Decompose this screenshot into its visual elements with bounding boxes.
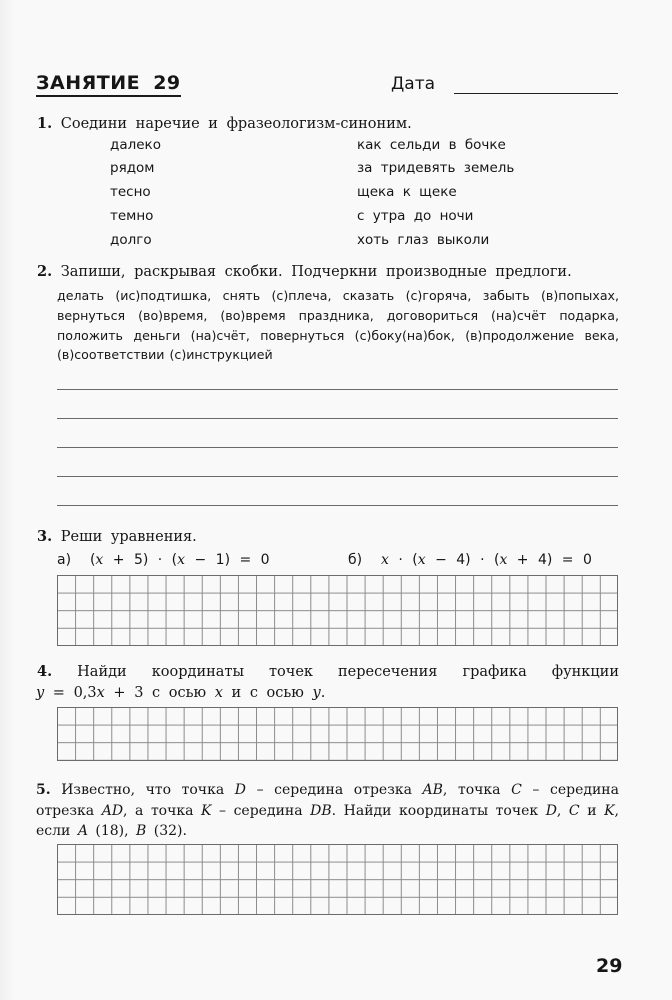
equation-b-label: б) xyxy=(348,552,363,568)
eq-part: ( xyxy=(89,552,96,568)
task1-number: 1. xyxy=(37,115,53,132)
eq-var: x xyxy=(95,552,104,568)
var: D xyxy=(234,782,246,798)
task2-text: делать (ис)подтишка, снять (с)плеча, сказать (с)горяча, забыть (в)попыхах, вернуться (во)время, (во)время праздника, договориться (на)счёт подарка, положить деньги (на)счёт, повернуться (с)боку(на)бок, (в)продолжение века, (в)соответствии (с)инструкцией xyxy=(57,288,619,363)
eq-part: + 5) · ( xyxy=(103,552,178,568)
eq-part: − 1) = 0 xyxy=(185,552,270,568)
task1-heading xyxy=(37,114,412,134)
task3-heading xyxy=(37,527,197,547)
var: A xyxy=(77,823,88,839)
var: B xyxy=(136,823,147,839)
text: . Найди координаты точек xyxy=(331,802,546,819)
text: (18), xyxy=(87,823,137,839)
idiom-item[interactable]: как сельди в бочке xyxy=(357,137,506,153)
text: и xyxy=(579,802,605,819)
text: . xyxy=(320,685,326,701)
date-field[interactable] xyxy=(454,93,618,94)
eq-var: x xyxy=(381,552,389,568)
task4-heading xyxy=(37,662,619,682)
answer-line[interactable] xyxy=(57,447,618,448)
date-label: Дата xyxy=(391,74,436,94)
task1-instruction: Соедини наречие и фразеологизм-синоним. xyxy=(60,116,412,132)
adverb-item[interactable]: долго xyxy=(110,232,152,248)
eq-part: · ( xyxy=(388,552,418,568)
text: , если xyxy=(36,802,619,839)
answer-line[interactable] xyxy=(57,389,618,390)
var: AB xyxy=(422,782,443,798)
task5-text xyxy=(36,780,619,842)
task2-number: 2. xyxy=(37,263,53,280)
text: Известно, что точка xyxy=(61,782,235,798)
var: y xyxy=(36,685,45,701)
adverb-item[interactable]: темно xyxy=(110,208,154,224)
var: DB xyxy=(310,802,332,819)
page-edge-shadow xyxy=(0,0,14,1000)
text: – середина отрезка xyxy=(246,782,423,798)
page-number: 29 xyxy=(596,955,623,977)
task4-number: 4. xyxy=(37,663,53,680)
answer-line[interactable] xyxy=(57,418,618,419)
equation-b xyxy=(348,550,592,570)
answer-line[interactable] xyxy=(57,476,618,477)
var: C xyxy=(511,782,522,798)
task3-answer-grid[interactable] xyxy=(57,575,618,646)
text: и с осью xyxy=(222,685,313,701)
task3-instruction: Реши уравнения. xyxy=(60,529,197,545)
var: K xyxy=(604,802,615,819)
text: = 0,3 xyxy=(44,685,97,701)
task4-function xyxy=(36,683,325,703)
var: x xyxy=(214,685,223,701)
idiom-item[interactable]: хоть глаз выколи xyxy=(357,232,490,248)
eq-var: x xyxy=(499,552,508,568)
text: (32). xyxy=(146,823,187,839)
idiom-item[interactable]: с утра до ночи xyxy=(357,208,474,224)
task4-answer-grid[interactable] xyxy=(57,707,618,761)
var: D xyxy=(545,802,557,819)
lesson-title: ЗАНЯТИЕ 29 xyxy=(36,72,181,97)
text: , точка xyxy=(442,782,512,798)
task2-heading xyxy=(37,262,572,282)
var: K xyxy=(201,802,212,819)
answer-line[interactable] xyxy=(57,505,618,506)
eq-part: − 4) · ( xyxy=(425,552,500,568)
var: AD xyxy=(101,802,124,819)
var: C xyxy=(568,802,580,819)
idiom-item[interactable]: щека к щеке xyxy=(357,184,457,200)
eq-part: + 4) = 0 xyxy=(507,552,592,568)
adverb-item[interactable]: рядом xyxy=(110,160,155,176)
eq-var: x xyxy=(417,552,426,568)
equation-a xyxy=(57,550,270,570)
adverb-item[interactable]: тесно xyxy=(110,184,151,200)
task5-number: 5. xyxy=(36,782,51,798)
idiom-item[interactable]: за тридевять земель xyxy=(357,160,515,176)
equation-a-label: а) xyxy=(57,552,72,568)
text: , xyxy=(556,802,569,819)
text: – середина xyxy=(211,802,311,819)
var: x xyxy=(96,685,105,701)
eq-var: x xyxy=(177,552,186,568)
text: + 3 с осью xyxy=(104,685,215,701)
var: y xyxy=(312,685,321,701)
text: , а точка xyxy=(123,802,202,819)
task4-line1: Найди координаты точек пересечения графика функции xyxy=(77,664,619,680)
task5-answer-grid[interactable] xyxy=(57,844,618,915)
task3-number: 3. xyxy=(37,528,53,545)
task2-instruction: Запиши, раскрывая скобки. Подчеркни производные предлоги. xyxy=(60,264,572,280)
adverb-item[interactable]: далеко xyxy=(110,137,161,153)
text: – середина отрезка xyxy=(36,782,619,819)
